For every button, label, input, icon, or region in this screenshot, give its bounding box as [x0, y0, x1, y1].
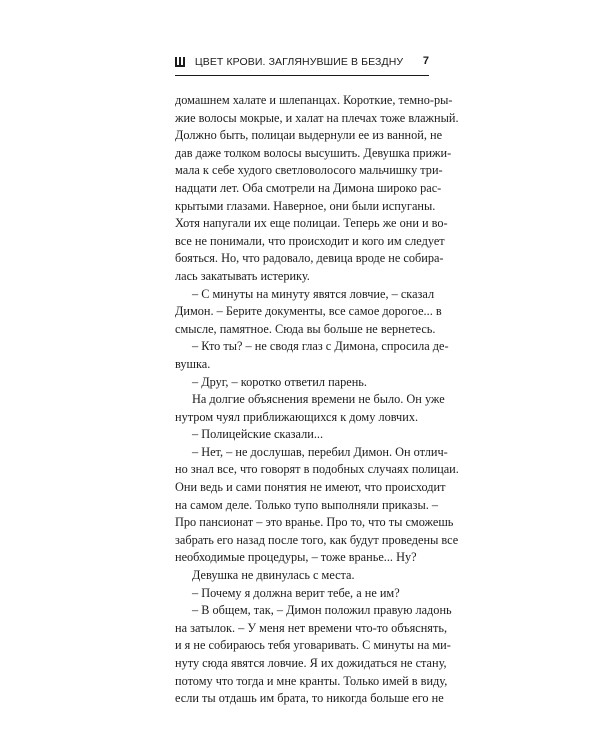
text-line: Хотя напугали их еще полицаи. Теперь же они и во-	[175, 216, 448, 231]
text-line: и я не собираюсь тебя уговаривать. С минуты на ми-	[175, 638, 451, 653]
text-line: надцати лет. Оба смотрели на Димона широко рас-	[175, 180, 442, 195]
text-line: забрать его назад после того, как будут проведены все	[175, 532, 459, 547]
text-line: на самом деле. Только тупо выполняли приказы. –	[175, 497, 439, 512]
running-header	[175, 53, 429, 76]
text-line: дав даже толком волосы высушить. Девушка прижи-	[175, 145, 452, 160]
text-line: на затылок. – У меня нет времени что-то объяснять,	[175, 620, 448, 635]
text-line: – Полицейские сказали...	[192, 427, 324, 442]
text-line: вушка.	[175, 356, 211, 371]
text-line: На долгие объяснения времени не было. Он уже	[192, 392, 445, 407]
text-line: лась закатывать истерику.	[175, 268, 310, 283]
text-line: Девушка не двинулась с места.	[192, 568, 355, 583]
text-line: все не понимали, что происходит и кого им следует	[175, 233, 445, 248]
text-line: домашнем халате и шлепанцах. Короткие, темно-ры-	[175, 93, 453, 107]
text-line: Про пансионат – это вранье. Про то, что ты сможешь	[175, 515, 454, 530]
page-number: 7	[422, 55, 429, 67]
text-line: – Друг, – коротко ответил парень.	[192, 374, 367, 389]
text-line: – Нет, – не дослушав, перебил Димон. Он отлич-	[192, 444, 448, 459]
running-title: ЦВЕТ КРОВИ. ЗАГЛЯНУВШИЕ В БЕЗДНУ	[194, 56, 404, 68]
text-line: Они ведь и сами понятия не имеют, что происходит	[175, 480, 446, 495]
text-line: смысле, памятное. Сюда вы больше не вернетесь.	[175, 321, 436, 336]
text-line: но знал все, что говорят в подобных случаях полицаи.	[175, 462, 459, 477]
text-line: бояться. Но, что радовало, девица вроде не собира-	[175, 251, 444, 266]
publisher-logo-icon	[175, 57, 185, 67]
text-line: потому что тогда и мне кранты. Только имей в виду,	[175, 673, 448, 688]
text-line: – В общем, так, – Димон положил правую ладонь	[192, 603, 452, 618]
text-line: мала к себе худого светловолосого мальчишку три-	[175, 163, 443, 178]
text-line: жие волосы мокрые, и халат на плечах тоже влажный.	[175, 110, 459, 125]
text-line: – Почему я должна верит тебе, а не им?	[192, 585, 400, 600]
text-line: – Кто ты? – не сводя глаз с Димона, спросила де-	[192, 339, 449, 354]
text-line: – С минуты на минуту явятся ловчие, – сказал	[192, 286, 435, 301]
body-text	[175, 92, 459, 708]
text-line: если ты отдашь им брата, то никогда больше его не	[175, 691, 444, 706]
text-line: крытыми глазами. Наверное, они были испуганы.	[175, 198, 436, 213]
text-line: необходимые процедуры, – тоже вранье... Ну?	[175, 550, 417, 565]
text-line: нутром чуял приближающихся к дому ловчих.	[175, 409, 419, 424]
text-line: нуту сюда явятся ловчие. Я их дожидаться не стану,	[175, 656, 447, 670]
text-line: Димон. – Берите документы, все самое дорогое... в	[175, 304, 442, 319]
text-line: Должно быть, полицаи выдернули ее из ванной, не	[175, 128, 443, 143]
